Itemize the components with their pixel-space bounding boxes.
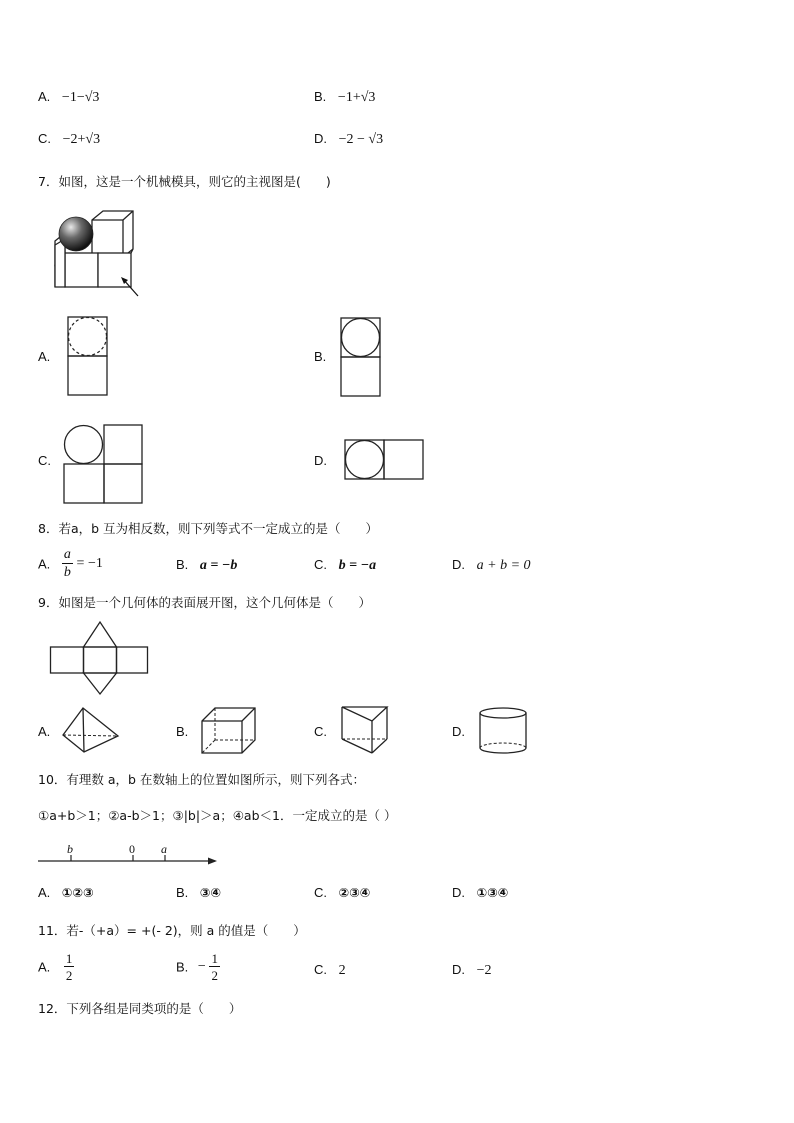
q10-items: ①a+b＞1；②a-b＞1；③|b|＞a；④ab＜1．一定成立的是（ ） (38, 808, 397, 823)
q9-option-d-label: D. (452, 724, 465, 739)
q11-option-d: D. −2 (452, 962, 492, 978)
q9-option-c-prism (341, 705, 389, 755)
q11-stem: 11．若-（+a）= +(- 2)，则 a 的值是（ ） (38, 923, 306, 938)
q7-option-b-label: B. (314, 349, 327, 364)
q10-option-d: D. ①③④ (452, 885, 509, 900)
q6-option-a-text: −1−√3 (61, 90, 100, 105)
q9-option-a-label: A. (38, 724, 51, 739)
q6-option-c: C. −2+√3 (38, 131, 101, 147)
q6-option-d-text: −2 − √3 (338, 132, 384, 147)
q10-option-c: C. ②③④ (314, 885, 371, 900)
q9-net-figure (50, 621, 150, 696)
q9-option-b-cube (201, 707, 258, 755)
q10-axis-label-a: a (161, 842, 167, 856)
q7-option-d-figure (344, 439, 426, 481)
q11-option-b-fraction: $\frac{1}{2}$ (211, 951, 218, 983)
q9-option-a-pyramid (62, 707, 122, 755)
q6-option-d: D. −2 − √3 (314, 131, 384, 147)
q7-stem: 7．如图，这是一个机械模具，则它的主视图是( ) (38, 174, 331, 189)
q8-option-c: C. b = −a (314, 557, 377, 573)
q8-option-b: B. a = −b (176, 557, 238, 573)
q8-stem: 8．若a，b 互为相反数，则下列等式不一定成立的是（ ） (38, 521, 379, 536)
q9-option-d-cylinder (479, 707, 529, 755)
q11-option-c: C. 2 (314, 962, 346, 978)
q12-stem: 12．下列各组是同类项的是（ ） (38, 1001, 242, 1016)
q7-option-a-figure (67, 316, 109, 398)
q8-option-d: D. a + b = 0 (452, 557, 531, 573)
q10-stem: 10．有理数 a，b 在数轴上的位置如图所示，则下列各式： (38, 772, 365, 787)
q9-stem: 9．如图是一个几何体的表面展开图，这个几何体是（ ） (38, 595, 371, 610)
q10-option-b: B. ③④ (176, 885, 222, 900)
q11-option-b: B. − $\frac{1}{2}$ (176, 951, 218, 983)
q10-option-a: A. ①②③ (38, 885, 94, 900)
q8-option-a: A. $\frac{a}{b}$ = −1 (38, 547, 103, 580)
q10-axis-label-zero: 0 (129, 842, 135, 856)
q11-option-a-fraction: $\frac{1}{2}$ (65, 951, 73, 983)
q9-option-b-label: B. (176, 724, 189, 739)
q7-mold-figure (45, 205, 145, 300)
q10-axis-label-b: b (67, 842, 73, 856)
q6-option-b: B. −1+√3 (314, 89, 376, 105)
q9-option-c-label: C. (314, 724, 327, 739)
q7-option-c-figure (63, 424, 145, 506)
q8-option-a-fraction: $\frac{a}{b}$ (63, 547, 71, 580)
q6-option-a: A. −1−√3 (38, 89, 100, 105)
q6-option-b-text: −1+√3 (337, 90, 376, 105)
q6-option-c-text: −2+√3 (62, 132, 101, 147)
q7-option-a-label: A. (38, 349, 51, 364)
q7-option-d-label: D. (314, 453, 327, 468)
q7-option-c-label: C. (38, 453, 51, 468)
q7-option-b-figure (340, 317, 382, 399)
q11-option-a: A. $\frac{1}{2}$ (38, 951, 73, 983)
